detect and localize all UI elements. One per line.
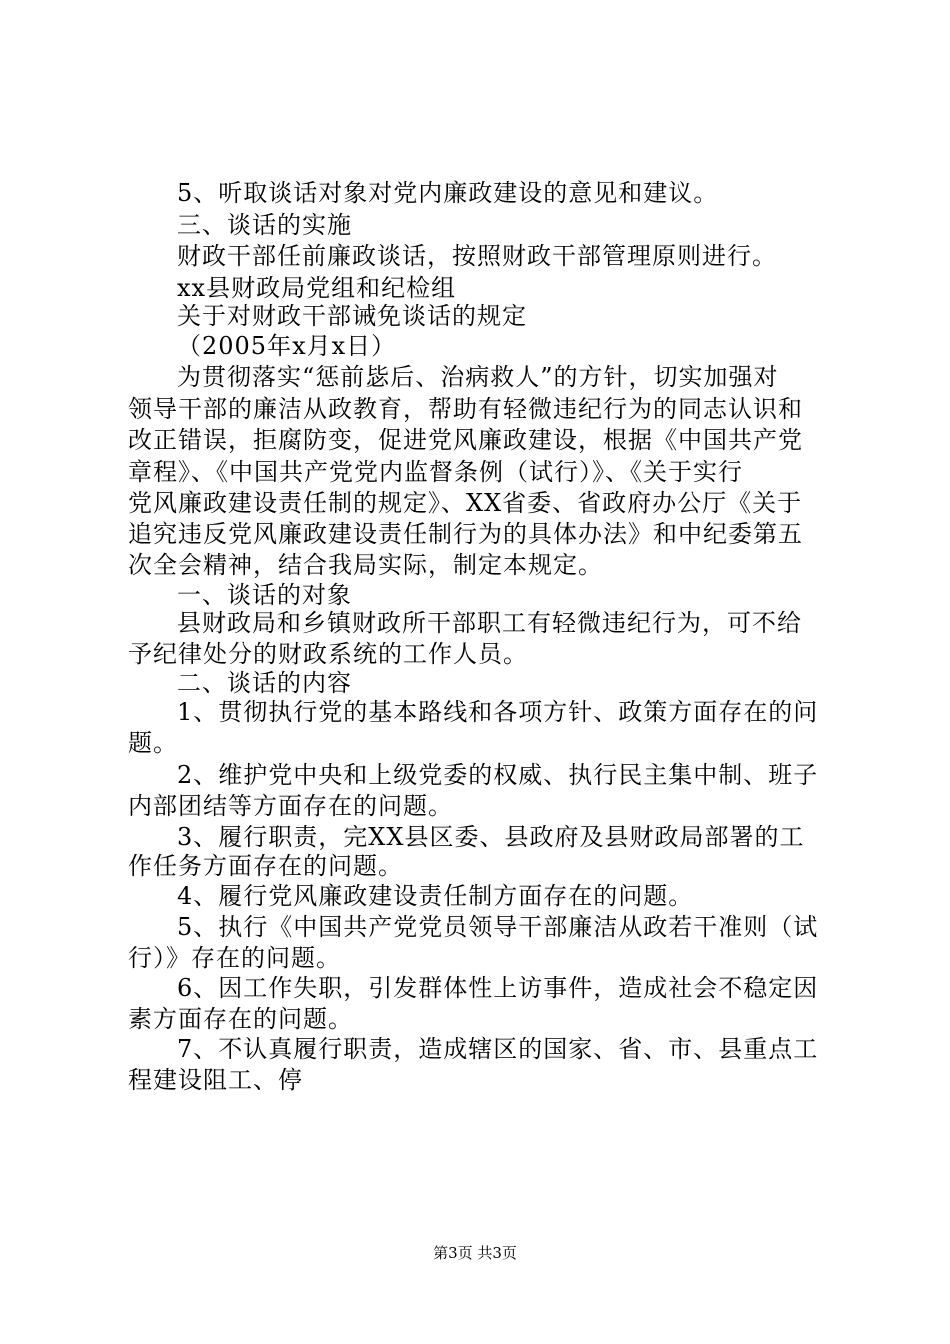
section-heading: 二、谈话的内容 (177, 669, 352, 697)
text-line: 次全会精神，结合我局实际，制定本规定。 (128, 551, 603, 579)
document-date: （2005年x月x日） (177, 332, 397, 360)
text-line: 改正错误，拒腐防变，促进党风廉政建设，根据《中国共产党 (128, 426, 803, 454)
text-line: 题。 (128, 729, 178, 757)
text-line: xx县财政局党组和纪检组 (177, 274, 457, 302)
text-line: 2、维护党中央和上级党委的权威、执行民主集中制、班子 (177, 761, 819, 789)
page-number-footer: 第3页 共3页 (433, 1244, 517, 1262)
text-line: 3、履行职责，完XX县区委、县政府及县财政局部署的工 (177, 823, 805, 851)
text-line: 章程》、《中国共产党党内监督条例（试行）》、《关于实行 (128, 458, 743, 486)
text-line: 1、贯彻执行党的基本路线和各项方针、政策方面存在的问 (177, 698, 819, 726)
text-line: 程建设阻工、停 (128, 1066, 303, 1094)
text-line: 6、因工作失职，引发群体性上访事件，造成社会不稳定因 (177, 974, 819, 1002)
text-line: 予纪律处分的财政系统的工作人员。 (128, 640, 528, 668)
text-line: 党风廉政建设责任制的规定》、XX省委、省政府办公厅《关于 (128, 489, 803, 517)
text-line: 为贯彻落实“惩前毖后、治病救人”的方针，切实加强对 (177, 363, 779, 391)
text-line: 素方面存在的问题。 (128, 1005, 353, 1033)
text-line: 内部团结等方面存在的问题。 (128, 792, 453, 820)
text-line: 财政干部任前廉政谈话，按照财政干部管理原则进行。 (177, 242, 777, 270)
text-line: 行）》存在的问题。 (128, 944, 341, 972)
text-line: 领导干部的廉洁从政教育，帮助有轻微违纪行为的同志认识和 (128, 395, 803, 423)
section-heading: 一、谈话的对象 (177, 581, 352, 609)
section-heading: 三、谈话的实施 (177, 211, 352, 239)
text-line: 作任务方面存在的问题。 (128, 852, 403, 880)
text-line: 7、不认真履行职责，造成辖区的国家、省、市、县重点工 (177, 1035, 819, 1063)
text-line: 5、执行《中国共产党党员领导干部廉洁从政若干准则（试 (177, 913, 819, 941)
text-line: 5、听取谈话对象对党内廉政建设的意见和建议。 (177, 179, 719, 207)
text-line: 县财政局和乡镇财政所干部职工有轻微违纪行为，可不给 (177, 609, 802, 637)
document-title: 关于对财政干部诫免谈话的规定 (177, 302, 527, 330)
text-line: 4、履行党风廉政建设责任制方面存在的问题。 (177, 882, 694, 910)
text-line: 追究违反党风廉政建设责任制行为的具体办法》和中纪委第五 (128, 520, 803, 548)
